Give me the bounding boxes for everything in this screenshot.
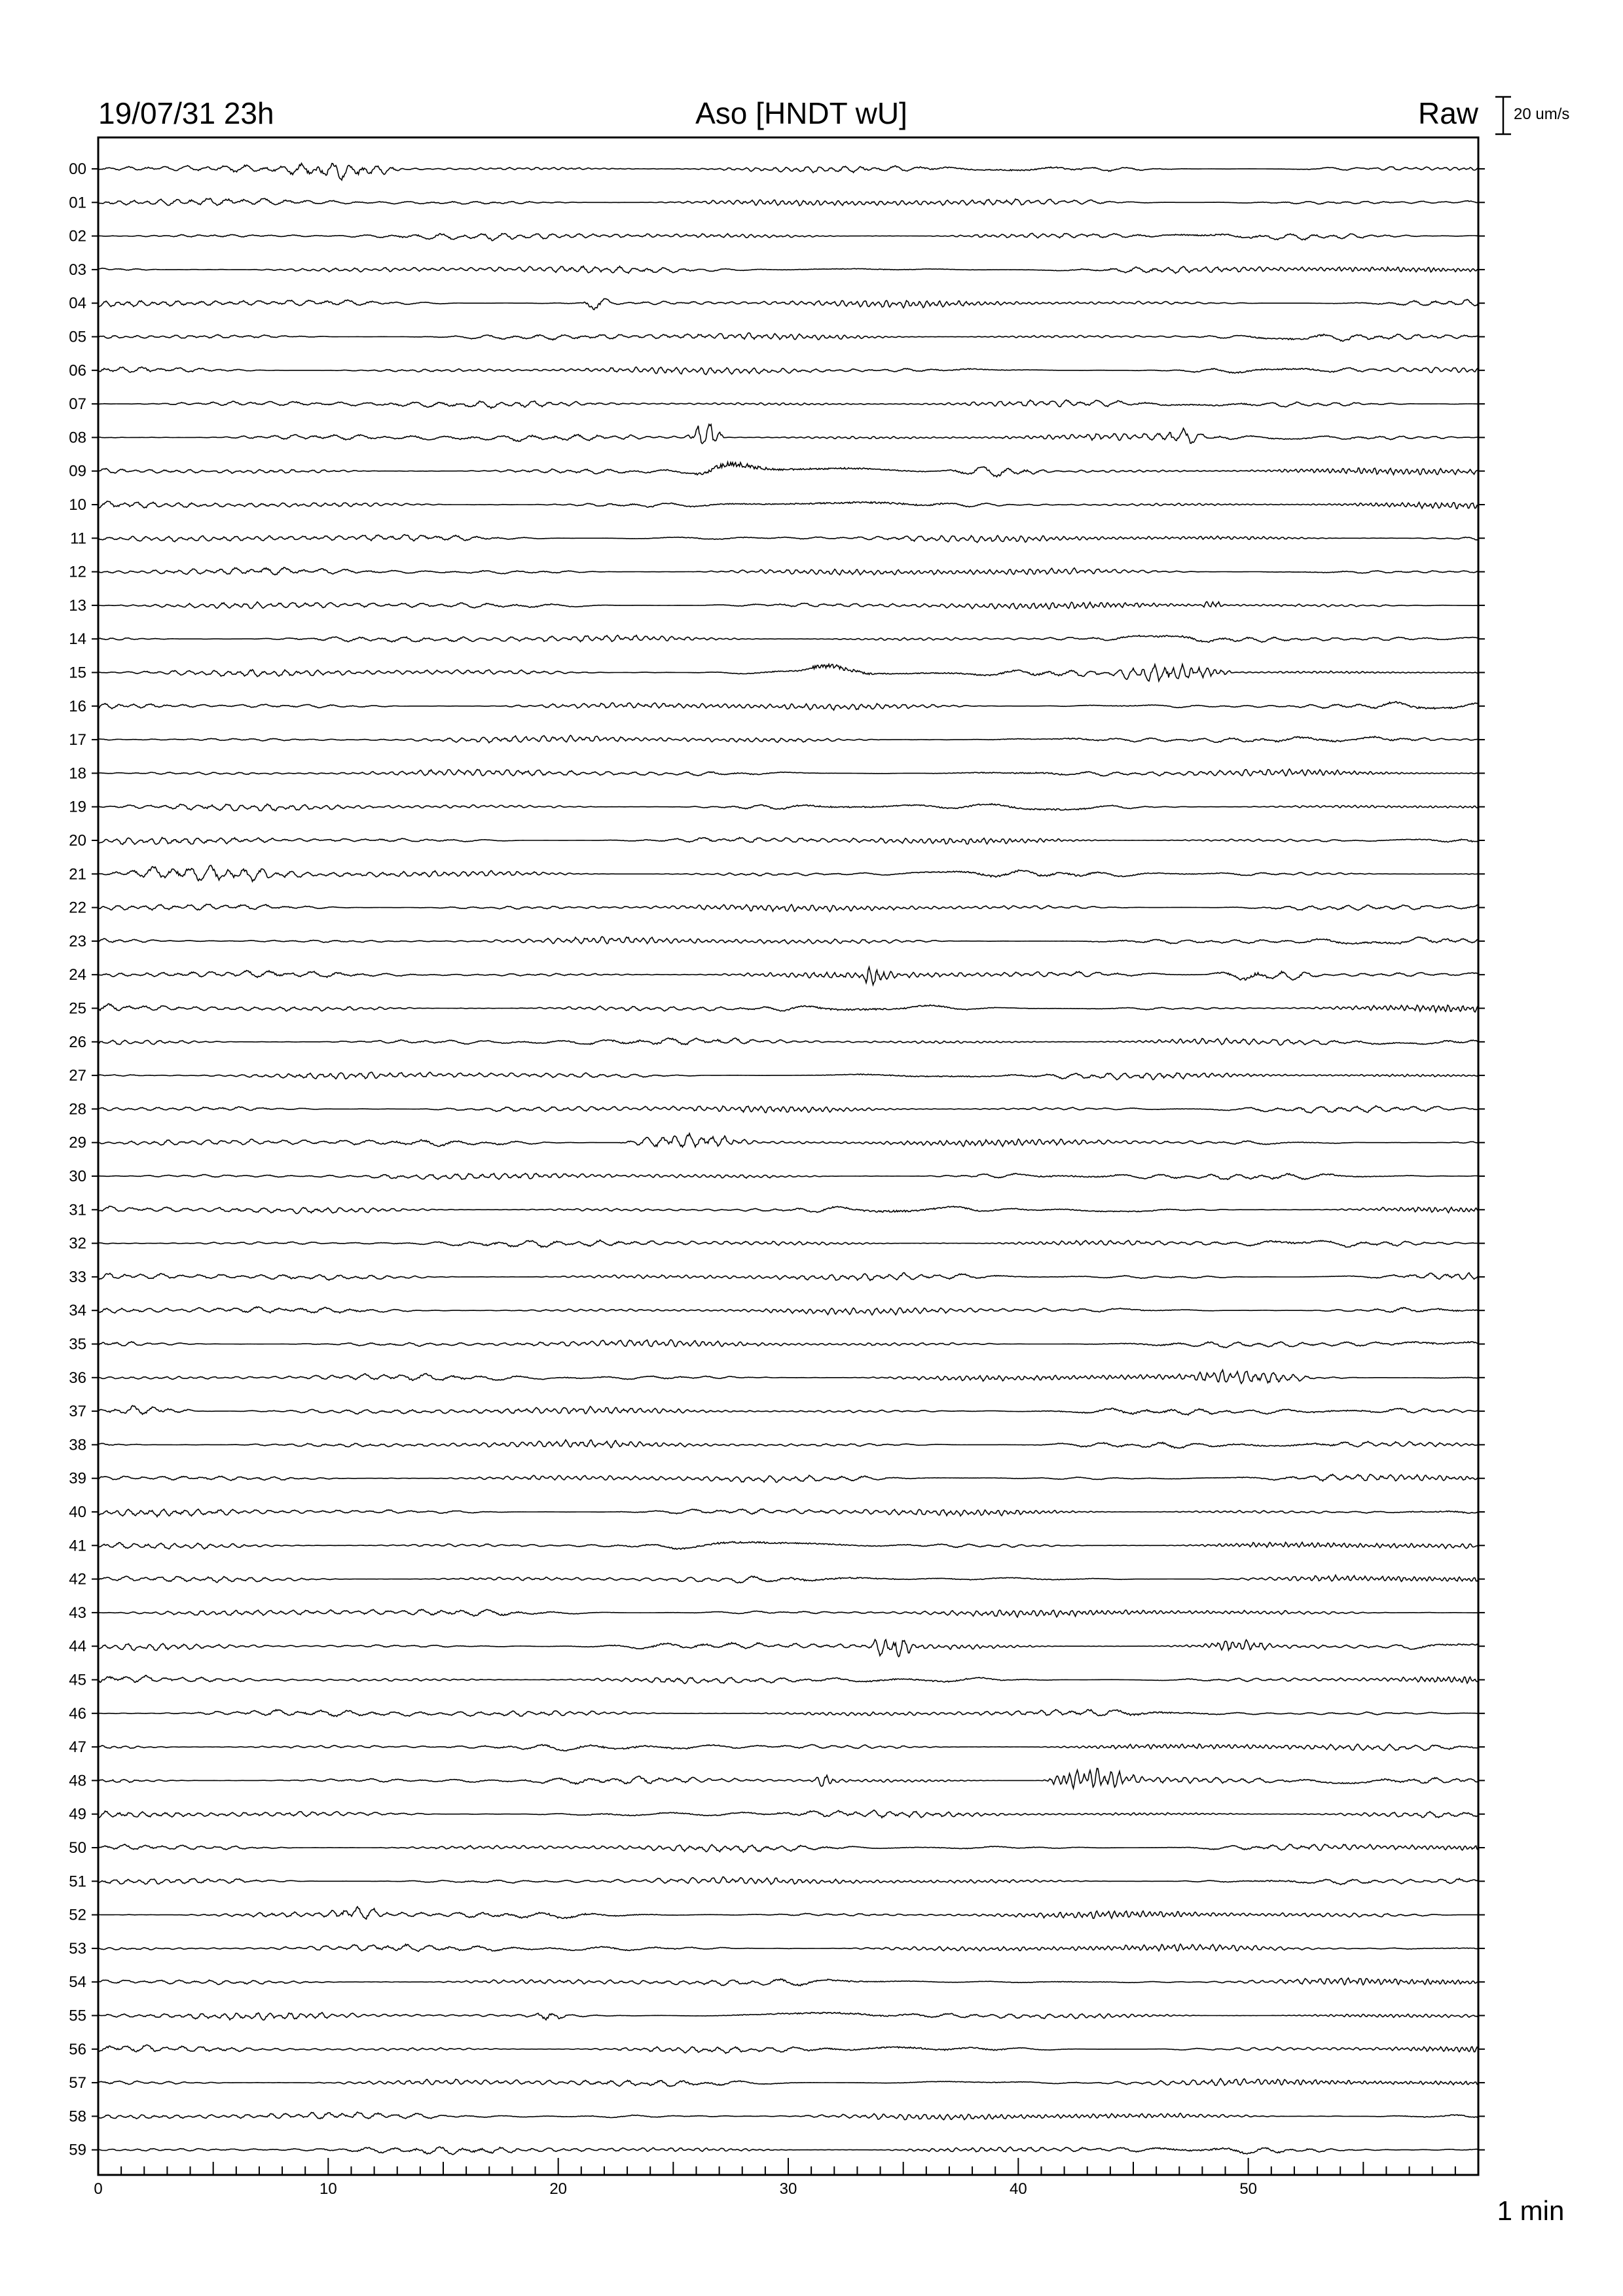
row-label-38: 38: [69, 1436, 86, 1454]
trace-row-40: [98, 1509, 1478, 1517]
trace-row-21: [98, 865, 1478, 882]
row-label-53: 53: [69, 1939, 86, 1958]
row-label-07: 07: [69, 395, 86, 414]
row-label-32: 32: [69, 1234, 86, 1253]
scale-bar: [1495, 97, 1511, 134]
trace-row-18: [98, 769, 1478, 776]
trace-row-17: [98, 736, 1478, 743]
row-label-20: 20: [69, 832, 86, 850]
trace-row-09: [98, 462, 1478, 477]
row-label-11: 11: [70, 529, 86, 548]
plot-frame: [98, 137, 1478, 2175]
row-label-06: 06: [69, 361, 86, 380]
row-label-18: 18: [69, 764, 86, 783]
row-label-56: 56: [69, 2040, 86, 2058]
scale-label: 20 um/s: [1514, 105, 1570, 123]
trace-row-29: [98, 1134, 1478, 1147]
trace-row-42: [98, 1575, 1478, 1583]
trace-row-38: [98, 1440, 1478, 1448]
trace-row-15: [98, 664, 1478, 681]
row-label-03: 03: [69, 260, 86, 279]
row-label-42: 42: [69, 1570, 86, 1588]
trace-row-26: [98, 1038, 1478, 1045]
trace-row-04: [98, 299, 1478, 310]
row-label-24: 24: [69, 966, 86, 984]
trace-row-58: [98, 2112, 1478, 2120]
row-label-30: 30: [69, 1168, 86, 1185]
trace-row-53: [98, 1944, 1478, 1951]
datetime-label: 19/07/31 23h: [98, 96, 274, 130]
row-label-16: 16: [69, 697, 86, 715]
trace-row-39: [98, 1475, 1478, 1482]
row-label-34: 34: [69, 1302, 86, 1320]
row-label-08: 08: [69, 429, 86, 447]
row-label-55: 55: [69, 2007, 86, 2025]
trace-row-11: [98, 535, 1478, 543]
trace-row-00: [98, 164, 1478, 181]
trace-row-19: [98, 804, 1478, 811]
trace-row-46: [98, 1710, 1478, 1717]
row-label-35: 35: [69, 1335, 86, 1354]
row-label-12: 12: [69, 563, 86, 581]
trace-row-59: [98, 2147, 1478, 2155]
trace-row-14: [98, 636, 1478, 643]
trace-row-12: [98, 567, 1478, 575]
mode-label: Raw: [1417, 96, 1478, 130]
trace-row-50: [98, 1844, 1478, 1853]
row-label-47: 47: [69, 1738, 86, 1757]
row-label-28: 28: [69, 1100, 86, 1119]
row-label-45: 45: [69, 1671, 86, 1689]
trace-row-22: [98, 905, 1478, 912]
trace-row-48: [98, 1768, 1478, 1789]
x-axis-label: 1 min: [1497, 2195, 1565, 2226]
trace-row-33: [98, 1273, 1478, 1281]
row-label-01: 01: [69, 194, 86, 212]
row-label-09: 09: [69, 462, 86, 480]
row-label-23: 23: [69, 932, 86, 950]
row-label-27: 27: [69, 1067, 86, 1085]
row-label-13: 13: [69, 596, 86, 615]
trace-row-08: [98, 424, 1478, 443]
trace-row-03: [98, 266, 1478, 274]
trace-row-36: [98, 1370, 1478, 1384]
x-tick-label-10: 10: [319, 2180, 337, 2198]
trace-row-49: [98, 1810, 1478, 1818]
row-label-52: 52: [69, 1906, 86, 1924]
x-tick-label-0: 0: [94, 2180, 103, 2198]
trace-row-02: [98, 233, 1478, 240]
trace-row-07: [98, 400, 1478, 408]
row-label-22: 22: [69, 899, 86, 917]
trace-row-23: [98, 937, 1478, 944]
row-label-14: 14: [69, 630, 86, 649]
trace-row-05: [98, 333, 1478, 342]
row-label-39: 39: [69, 1469, 86, 1488]
row-label-02: 02: [69, 227, 86, 245]
row-label-21: 21: [69, 865, 86, 884]
x-tick-label-40: 40: [1009, 2180, 1027, 2198]
trace-row-27: [98, 1072, 1478, 1080]
trace-row-55: [98, 2013, 1478, 2020]
row-label-33: 33: [69, 1268, 86, 1286]
row-label-59: 59: [69, 2141, 86, 2159]
x-tick-label-30: 30: [779, 2180, 797, 2198]
trace-row-01: [98, 198, 1478, 206]
row-label-40: 40: [69, 1503, 86, 1521]
station-title: Aso [HNDT wU]: [695, 96, 907, 130]
trace-row-51: [98, 1877, 1478, 1885]
row-label-19: 19: [69, 798, 86, 816]
trace-row-32: [98, 1240, 1478, 1247]
trace-row-25: [98, 1004, 1478, 1013]
trace-row-34: [98, 1307, 1478, 1316]
trace-row-41: [98, 1541, 1478, 1549]
row-label-43: 43: [69, 1604, 86, 1622]
row-label-15: 15: [69, 664, 86, 682]
row-label-05: 05: [69, 328, 86, 346]
trace-row-52: [98, 1907, 1478, 1919]
row-label-46: 46: [69, 1704, 86, 1723]
trace-row-35: [98, 1340, 1478, 1348]
trace-row-20: [98, 838, 1478, 845]
row-label-04: 04: [69, 295, 86, 313]
row-label-00: 00: [69, 160, 86, 178]
x-tick-label-20: 20: [549, 2180, 568, 2198]
row-label-10: 10: [69, 496, 86, 514]
row-label-37: 37: [69, 1403, 86, 1421]
row-label-41: 41: [69, 1537, 86, 1555]
row-label-25: 25: [69, 999, 86, 1018]
trace-row-44: [98, 1640, 1478, 1657]
row-label-29: 29: [69, 1134, 86, 1152]
trace-row-28: [98, 1105, 1478, 1113]
trace-row-13: [98, 601, 1478, 609]
row-label-17: 17: [69, 731, 86, 749]
trace-row-30: [98, 1174, 1478, 1180]
trace-row-31: [98, 1206, 1478, 1213]
x-tick-label-50: 50: [1239, 2180, 1258, 2198]
row-label-31: 31: [69, 1201, 86, 1219]
row-label-57: 57: [69, 2074, 86, 2092]
row-label-26: 26: [69, 1033, 86, 1051]
trace-row-37: [98, 1406, 1478, 1416]
row-label-36: 36: [69, 1369, 86, 1387]
trace-row-57: [98, 2079, 1478, 2087]
row-label-44: 44: [69, 1638, 86, 1656]
trace-row-56: [98, 2045, 1478, 2053]
row-label-48: 48: [69, 1772, 86, 1790]
row-label-51: 51: [69, 1873, 86, 1891]
trace-row-16: [98, 702, 1478, 710]
trace-row-54: [98, 1978, 1478, 1986]
row-label-58: 58: [69, 2108, 86, 2126]
trace-row-24: [98, 967, 1478, 985]
trace-row-06: [98, 367, 1478, 375]
trace-row-10: [98, 501, 1478, 509]
row-label-54: 54: [69, 1973, 86, 1992]
trace-row-47: [98, 1744, 1478, 1751]
row-label-49: 49: [69, 1805, 86, 1823]
row-label-50: 50: [69, 1839, 86, 1857]
trace-row-45: [98, 1676, 1478, 1684]
trace-row-43: [98, 1609, 1478, 1617]
